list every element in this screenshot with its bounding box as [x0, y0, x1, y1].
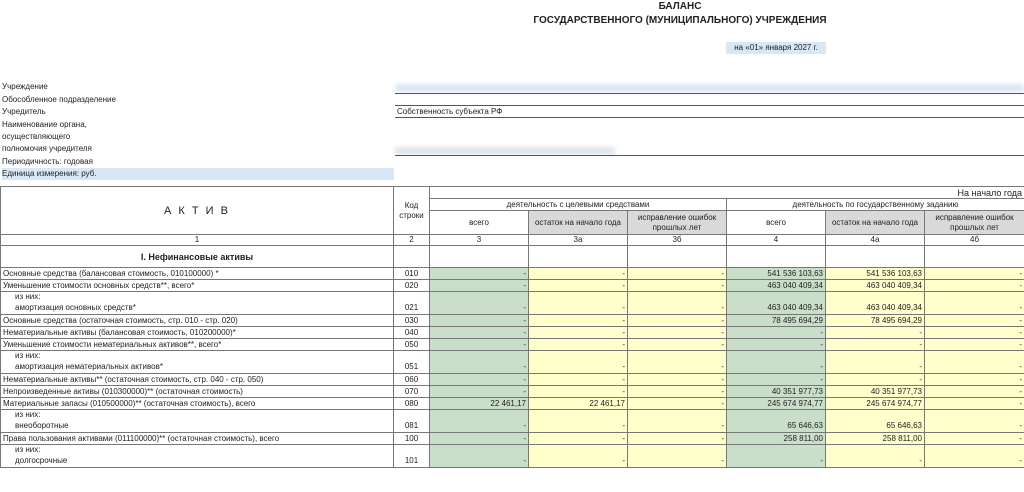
- row-label: Права пользования активами (011100000)** (остаточная стоимость), всего: [1, 433, 394, 445]
- row-code: 080: [394, 398, 430, 410]
- row-value: -: [628, 315, 727, 327]
- row-value: -: [925, 398, 1024, 410]
- row-value: 463 040 409,34: [727, 303, 826, 315]
- table-row: [1, 374, 1024, 386]
- state-task-header: деятельность по государственному заданию: [727, 199, 1024, 211]
- row-value: -: [628, 386, 727, 398]
- row-value: 40 351 977,73: [727, 386, 826, 398]
- row-value: -: [628, 362, 727, 374]
- table-row-sub-header: [1, 410, 1024, 421]
- row-value: -: [430, 433, 529, 445]
- institution-value: [395, 84, 1024, 92]
- row-value: -: [529, 362, 628, 374]
- row-label: из них:: [1, 410, 394, 421]
- row-value: -: [529, 339, 628, 351]
- row-value: 245 674 974,77: [727, 398, 826, 410]
- founder-label: Учредитель: [2, 107, 46, 116]
- table-row: [1, 433, 1024, 445]
- table-row: [1, 362, 1024, 374]
- period-label: Периодичность: годовая: [2, 157, 93, 166]
- colnum: 4б: [925, 235, 1024, 246]
- colnum: 3б: [628, 235, 727, 246]
- table-row: [1, 280, 1024, 292]
- organ-value: [395, 147, 615, 155]
- row-label: внеоборотные: [1, 421, 394, 433]
- row-value: -: [529, 386, 628, 398]
- row-value: -: [430, 456, 529, 468]
- row-code: 051: [394, 362, 430, 374]
- institution-underline: [395, 93, 1024, 94]
- row-label: амортизация нематериальных активов*: [1, 362, 394, 374]
- row-value: -: [925, 280, 1024, 292]
- column-number-row: [1, 235, 1024, 246]
- row-value: -: [628, 327, 727, 339]
- row-value: -: [430, 386, 529, 398]
- row-label: из них:: [1, 292, 394, 303]
- row-label: долгосрочные: [1, 456, 394, 468]
- table-row: [1, 386, 1024, 398]
- institution-label: Учреждение: [2, 82, 48, 91]
- row-value: 40 351 977,73: [826, 386, 925, 398]
- row-value: -: [826, 327, 925, 339]
- row-value: 22 461,17: [430, 398, 529, 410]
- row-value: -: [628, 398, 727, 410]
- row-label: Уменьшение стоимости нематериальных активов**, всего*: [1, 339, 394, 351]
- row-value: -: [925, 327, 1024, 339]
- colnum: 2: [394, 235, 430, 246]
- table-row: [1, 398, 1024, 410]
- col-errors-3b: исправление ошибок прошлых лет: [628, 211, 727, 235]
- row-value: -: [430, 280, 529, 292]
- row-code: 010: [394, 268, 430, 280]
- start-of-year-header: На начало года: [430, 187, 1024, 199]
- row-value: -: [430, 268, 529, 280]
- row-value: -: [628, 433, 727, 445]
- table-row-sub-header: [1, 445, 1024, 456]
- row-value: -: [628, 421, 727, 433]
- table-row: [1, 315, 1024, 327]
- row-code: 040: [394, 327, 430, 339]
- founder-underline: [395, 117, 1024, 118]
- unit-label: Единица измерения: руб.: [2, 168, 394, 180]
- row-value: -: [925, 339, 1024, 351]
- row-label: Основные средства (остаточная стоимость, стр. 010 - стр. 020): [1, 315, 394, 327]
- colnum: 3а: [529, 235, 628, 246]
- row-label: Уменьшение стоимости основных средств**, всего*: [1, 280, 394, 292]
- row-label: Основные средства (балансовая стоимость, 010100000) *: [1, 268, 394, 280]
- row-value: -: [925, 421, 1024, 433]
- table-row-sub-header: [1, 292, 1024, 303]
- colnum: 1: [1, 235, 394, 246]
- row-value: -: [727, 362, 826, 374]
- row-value: -: [529, 315, 628, 327]
- row-value: -: [430, 362, 529, 374]
- row-value: -: [826, 362, 925, 374]
- table-row-sub-header: [1, 351, 1024, 362]
- row-code: 101: [394, 456, 430, 468]
- row-value: -: [430, 339, 529, 351]
- row-value: -: [925, 315, 1024, 327]
- row-value: 22 461,17: [529, 398, 628, 410]
- row-code: 060: [394, 374, 430, 386]
- title-line-2: ГОСУДАРСТВЕННОГО (МУНИЦИПАЛЬНОГО) УЧРЕЖДЕНИЯ: [533, 15, 827, 26]
- targeted-activity-header: деятельность с целевыми средствами: [430, 199, 727, 211]
- row-value: -: [826, 339, 925, 351]
- table-row: [1, 303, 1024, 315]
- row-value: -: [727, 456, 826, 468]
- row-value: -: [925, 433, 1024, 445]
- report-date: на «01» января 2027 г.: [726, 42, 826, 54]
- organ-underline: [395, 155, 1024, 156]
- row-value: -: [628, 374, 727, 386]
- row-label: Нематериальные активы (балансовая стоимость, 010200000)*: [1, 327, 394, 339]
- asset-header: А К Т И В: [1, 187, 394, 235]
- col-errors-4b: исправление ошибок прошлых лет: [925, 211, 1024, 235]
- row-value: 463 040 409,34: [826, 280, 925, 292]
- colnum: 3: [430, 235, 529, 246]
- row-value: -: [628, 280, 727, 292]
- col-total-3: всего: [430, 211, 529, 235]
- row-label: амортизация основных средств*: [1, 303, 394, 315]
- row-value: -: [925, 386, 1024, 398]
- organ-label-1: Наименование органа,: [2, 120, 87, 129]
- row-value: 463 040 409,34: [727, 280, 826, 292]
- row-value: -: [628, 268, 727, 280]
- row-value: -: [727, 327, 826, 339]
- organ-label-3: полномочия учредителя: [2, 144, 92, 153]
- row-value: -: [826, 374, 925, 386]
- table-row: [1, 339, 1024, 351]
- row-value: 78 495 694,29: [826, 315, 925, 327]
- row-value: 65 646,63: [727, 421, 826, 433]
- code-header: Код строки: [394, 187, 430, 235]
- row-value: -: [529, 456, 628, 468]
- row-value: 258 811,00: [826, 433, 925, 445]
- row-value: -: [727, 339, 826, 351]
- table-row: [1, 456, 1024, 468]
- row-value: -: [430, 421, 529, 433]
- row-value: -: [430, 374, 529, 386]
- row-label: из них:: [1, 445, 394, 456]
- subdivision-label: Обособленное подразделение: [2, 95, 116, 104]
- organ-label-2: осуществляющего: [2, 132, 71, 141]
- row-value: -: [628, 456, 727, 468]
- balance-table: [0, 186, 1024, 468]
- table-row: [1, 327, 1024, 339]
- colnum: 4: [727, 235, 826, 246]
- row-code: 100: [394, 433, 430, 445]
- row-value: -: [529, 280, 628, 292]
- row-value: -: [529, 327, 628, 339]
- row-value: -: [430, 327, 529, 339]
- row-value: -: [430, 315, 529, 327]
- row-label: из них:: [1, 351, 394, 362]
- row-code: 030: [394, 315, 430, 327]
- row-value: -: [430, 303, 529, 315]
- table-row: [1, 421, 1024, 433]
- row-value: 258 811,00: [727, 433, 826, 445]
- row-value: -: [529, 374, 628, 386]
- row-value: -: [628, 303, 727, 315]
- table-row: [1, 268, 1024, 280]
- row-code: 081: [394, 421, 430, 433]
- row-value: 78 495 694,29: [727, 315, 826, 327]
- row-value: 245 674 974,77: [826, 398, 925, 410]
- row-code: 070: [394, 386, 430, 398]
- row-value: 541 536 103,63: [727, 268, 826, 280]
- row-value: -: [826, 456, 925, 468]
- row-value: -: [628, 339, 727, 351]
- colnum: 4а: [826, 235, 925, 246]
- row-value: -: [529, 303, 628, 315]
- row-value: -: [925, 374, 1024, 386]
- row-value: 541 536 103,63: [826, 268, 925, 280]
- title-line-1: БАЛАНС: [658, 1, 702, 12]
- row-label: Непроизведенные активы (010300000)** (остаточная стоимость): [1, 386, 394, 398]
- row-code: 020: [394, 280, 430, 292]
- row-label: Материальные запасы (010500000)** (остаточная стоимость), всего: [1, 398, 394, 410]
- col-total-4: всего: [727, 211, 826, 235]
- row-value: -: [529, 433, 628, 445]
- founder-value: Собственность субъекта РФ: [397, 107, 503, 116]
- row-value: -: [529, 268, 628, 280]
- col-balance-4a: остаток на начало года: [826, 211, 925, 235]
- row-code: 021: [394, 303, 430, 315]
- row-value: 65 646,63: [826, 421, 925, 433]
- row-value: -: [925, 303, 1024, 315]
- row-value: -: [925, 268, 1024, 280]
- row-value: -: [727, 374, 826, 386]
- col-balance-3a: остаток на начало года: [529, 211, 628, 235]
- row-value: -: [925, 362, 1024, 374]
- section-title: I. Нефинансовые активы: [1, 246, 394, 268]
- row-code: 050: [394, 339, 430, 351]
- row-label: Нематериальные активы** (остаточная стоимость, стр. 040 - стр. 050): [1, 374, 394, 386]
- row-value: 463 040 409,34: [826, 303, 925, 315]
- row-value: -: [925, 456, 1024, 468]
- row-value: -: [529, 421, 628, 433]
